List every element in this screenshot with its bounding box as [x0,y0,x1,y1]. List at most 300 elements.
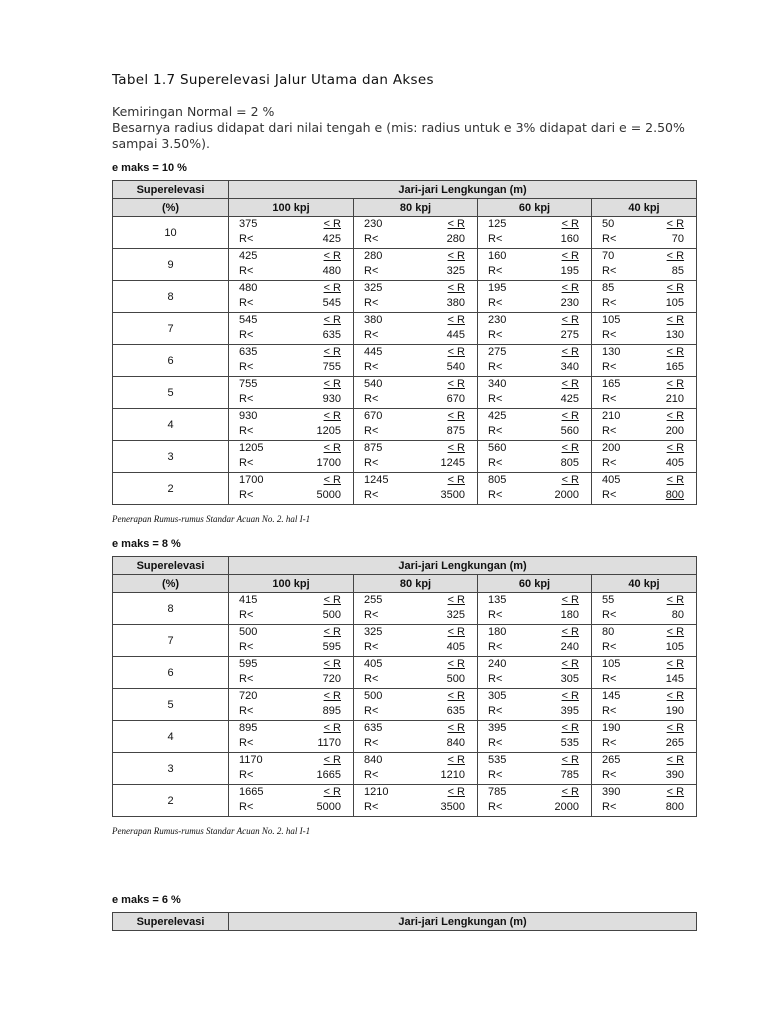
radius-max: 1665 [316,769,341,781]
le-r-label: < R [666,346,685,358]
radius-max: 190 [665,705,685,717]
r-less-label: R< [602,769,617,781]
radius-max: 405 [665,457,685,469]
radius-min: 785 [488,786,507,798]
radius-min: 325 [364,626,383,638]
radius-max: 200 [665,425,685,437]
radius-min: 105 [602,314,621,326]
radius-min: 230 [364,218,383,230]
header-speed: 40 kpj [592,199,697,217]
r-less-label: R< [602,609,617,621]
header-superelevasi: Superelevasi [113,913,229,931]
radius-min: 230 [488,314,507,326]
r-less-label: R< [364,801,379,813]
r-less-label: R< [488,769,503,781]
radius-max: 500 [446,673,465,685]
radius-max: 755 [322,361,341,373]
table-row [113,593,697,625]
r-less-label: R< [364,329,379,341]
radius-range-cell [592,345,697,377]
radius-min: 500 [364,690,383,702]
radius-range-cell [478,345,592,377]
radius-range-cell [354,345,478,377]
radius-range-cell [229,377,354,409]
radius-range-cell [478,689,592,721]
le-r-label: < R [561,442,579,454]
le-r-label: < R [666,282,685,294]
radius-max: 210 [665,393,685,405]
radius-min: 415 [239,594,258,606]
intro-line: Kemiringan Normal = 2 % [112,104,275,119]
radius-range-cell [592,377,697,409]
radius-range-cell [478,441,592,473]
radius-max: 1205 [316,425,341,437]
radius-max: 165 [665,361,685,373]
le-r-label: < R [323,786,341,798]
r-less-label: R< [602,641,617,653]
radius-range-cell [592,785,697,817]
superelevation-value: 6 [113,657,229,689]
radius-max: 805 [560,457,579,469]
superelevation-value: 10 [113,217,229,249]
radius-range-cell [478,785,592,817]
r-less-label: R< [488,361,503,373]
radius-min: 540 [364,378,383,390]
r-less-label: R< [364,673,379,685]
r-less-label: R< [239,769,254,781]
r-less-label: R< [239,265,254,277]
le-r-label: < R [323,594,341,606]
superelevation-value: 8 [113,593,229,625]
radius-max: 160 [560,233,579,245]
le-r-label: < R [561,690,579,702]
radius-max: 930 [322,393,341,405]
r-less-label: R< [602,801,617,813]
r-less-label: R< [488,609,503,621]
le-r-label: < R [323,474,341,486]
radius-max: 800 [665,489,685,501]
radius-range-cell [478,313,592,345]
r-less-label: R< [602,457,617,469]
radius-range-cell [229,249,354,281]
superelevation-value: 6 [113,345,229,377]
radius-min: 190 [602,722,621,734]
radius-range-cell [229,345,354,377]
le-r-label: < R [666,658,685,670]
radius-min: 50 [602,218,615,230]
header-jari-jari: Jari-jari Lengkungan (m) [229,181,697,199]
radius-min: 720 [239,690,258,702]
r-less-label: R< [602,265,617,277]
radius-min: 1665 [239,786,264,798]
radius-min: 165 [602,378,621,390]
radius-min: 325 [364,282,383,294]
le-r-label: < R [447,594,465,606]
header-speed: 40 kpj [592,575,697,593]
r-less-label: R< [364,769,379,781]
le-r-label: < R [561,626,579,638]
r-less-label: R< [488,737,503,749]
radius-min: 70 [602,250,615,262]
radius-min: 445 [364,346,383,358]
r-less-label: R< [364,233,379,245]
radius-max: 80 [671,609,685,621]
radius-min: 545 [239,314,258,326]
radius-max: 265 [665,737,685,749]
radius-min: 595 [239,658,258,670]
le-r-label: < R [323,754,341,766]
radius-max: 1700 [316,457,341,469]
radius-range-cell [229,217,354,249]
radius-max: 540 [446,361,465,373]
r-less-label: R< [364,489,379,501]
table-row [113,281,697,313]
le-r-label: < R [666,754,685,766]
radius-min: 200 [602,442,621,454]
radius-min: 405 [364,658,383,670]
le-r-label: < R [561,658,579,670]
r-less-label: R< [239,329,254,341]
superelevation-value: 7 [113,625,229,657]
r-less-label: R< [239,641,254,653]
radius-max: 105 [665,641,685,653]
radius-max: 635 [322,329,341,341]
radius-range-cell [354,689,478,721]
r-less-label: R< [239,609,254,621]
superelevation-value: 5 [113,377,229,409]
table-row [113,689,697,721]
radius-min: 135 [488,594,507,606]
r-less-label: R< [364,737,379,749]
radius-max: 480 [322,265,341,277]
r-less-label: R< [488,673,503,685]
r-less-label: R< [602,673,617,685]
radius-range-cell [592,473,697,505]
table-row [113,249,697,281]
le-r-label: < R [666,314,685,326]
radius-min: 1700 [239,474,264,486]
source-note: Penerapan Rumus-rumus Standar Acuan No. 2. hal I-1 [112,514,311,524]
table-row [113,721,697,753]
r-less-label: R< [488,705,503,717]
radius-max: 390 [665,769,685,781]
le-r-label: < R [666,594,685,606]
radius-range-cell [478,409,592,441]
radius-max: 325 [446,609,465,621]
radius-range-cell [354,657,478,689]
radius-range-cell [229,657,354,689]
radius-range-cell [592,249,697,281]
radius-range-cell [229,785,354,817]
radius-max: 535 [560,737,579,749]
radius-max: 840 [446,737,465,749]
radius-min: 635 [364,722,383,734]
emax-label: e maks = 10 % [112,162,187,174]
le-r-label: < R [561,474,579,486]
r-less-label: R< [488,329,503,341]
r-less-label: R< [602,737,617,749]
radius-range-cell [354,281,478,313]
header-speed: 80 kpj [354,575,478,593]
radius-range-cell [229,281,354,313]
r-less-label: R< [364,425,379,437]
radius-range-cell [229,689,354,721]
le-r-label: < R [666,250,685,262]
le-r-label: < R [447,786,465,798]
superelevation-value: 3 [113,753,229,785]
radius-max: 195 [560,265,579,277]
radius-max: 145 [665,673,685,685]
r-less-label: R< [364,361,379,373]
radius-range-cell [229,721,354,753]
radius-min: 105 [602,658,621,670]
radius-min: 1245 [364,474,389,486]
radius-max: 305 [560,673,579,685]
le-r-label: < R [323,282,341,294]
header-superelevasi: Superelevasi [113,557,229,575]
radius-max: 425 [322,233,341,245]
le-r-label: < R [447,378,465,390]
radius-max: 130 [665,329,685,341]
radius-min: 500 [239,626,258,638]
radius-max: 1210 [440,769,465,781]
radius-max: 105 [665,297,685,309]
le-r-label: < R [561,754,579,766]
le-r-label: < R [447,314,465,326]
r-less-label: R< [239,425,254,437]
le-r-label: < R [447,218,465,230]
header-speed: 60 kpj [478,575,592,593]
r-less-label: R< [488,801,503,813]
radius-max: 275 [560,329,579,341]
radius-range-cell [592,313,697,345]
radius-min: 560 [488,442,507,454]
r-less-label: R< [239,233,254,245]
radius-max: 635 [446,705,465,717]
r-less-label: R< [239,393,254,405]
radius-min: 425 [239,250,258,262]
radius-max: 425 [560,393,579,405]
le-r-label: < R [561,594,579,606]
table-row [113,441,697,473]
le-r-label: < R [666,786,685,798]
radius-range-cell [354,249,478,281]
le-r-label: < R [561,722,579,734]
radius-min: 145 [602,690,621,702]
source-note: Penerapan Rumus-rumus Standar Acuan No. 2. hal I-1 [112,826,311,836]
table-row [113,313,697,345]
radius-max: 895 [322,705,341,717]
radius-range-cell [229,473,354,505]
table-row [113,785,697,817]
le-r-label: < R [666,474,685,486]
le-r-label: < R [561,218,579,230]
radius-min: 255 [364,594,383,606]
radius-max: 85 [671,265,685,277]
r-less-label: R< [239,489,254,501]
radius-range-cell [478,473,592,505]
radius-range-cell [354,313,478,345]
le-r-label: < R [561,378,579,390]
r-less-label: R< [602,489,617,501]
r-less-label: R< [602,425,617,437]
radius-range-cell [354,377,478,409]
radius-range-cell [478,217,592,249]
r-less-label: R< [364,457,379,469]
radius-range-cell [592,625,697,657]
document-title: Tabel 1.7 Superelevasi Jalur Utama dan Akses [112,72,434,88]
r-less-label: R< [364,265,379,277]
radius-max: 5000 [316,801,341,813]
r-less-label: R< [364,609,379,621]
radius-min: 340 [488,378,507,390]
radius-range-cell [354,785,478,817]
emax-label: e maks = 6 % [112,894,181,906]
radius-min: 635 [239,346,258,358]
radius-min: 480 [239,282,258,294]
radius-range-cell [229,593,354,625]
le-r-label: < R [561,346,579,358]
superelevation-table [112,556,697,817]
radius-min: 130 [602,346,621,358]
radius-max: 180 [560,609,579,621]
r-less-label: R< [239,801,254,813]
r-less-label: R< [488,265,503,277]
r-less-label: R< [364,641,379,653]
le-r-label: < R [666,690,685,702]
radius-min: 405 [602,474,621,486]
table-row [113,657,697,689]
radius-range-cell [229,625,354,657]
le-r-label: < R [666,410,685,422]
radius-max: 280 [446,233,465,245]
radius-max: 340 [560,361,579,373]
le-r-label: < R [447,626,465,638]
r-less-label: R< [488,393,503,405]
le-r-label: < R [447,754,465,766]
radius-max: 395 [560,705,579,717]
le-r-label: < R [447,346,465,358]
radius-min: 160 [488,250,507,262]
radius-min: 535 [488,754,507,766]
radius-range-cell [478,377,592,409]
r-less-label: R< [239,673,254,685]
radius-min: 55 [602,594,615,606]
le-r-label: < R [561,250,579,262]
radius-min: 275 [488,346,507,358]
radius-range-cell [229,409,354,441]
radius-min: 755 [239,378,258,390]
radius-max: 240 [560,641,579,653]
radius-min: 80 [602,626,615,638]
header-speed: 100 kpj [229,199,354,217]
r-less-label: R< [239,361,254,373]
radius-max: 2000 [554,489,579,501]
le-r-label: < R [447,250,465,262]
r-less-label: R< [488,233,503,245]
header-speed: 80 kpj [354,199,478,217]
radius-range-cell [478,753,592,785]
radius-max: 325 [446,265,465,277]
radius-range-cell [354,625,478,657]
radius-range-cell [592,217,697,249]
header-percent: (%) [113,199,229,217]
le-r-label: < R [323,250,341,262]
r-less-label: R< [239,737,254,749]
radius-min: 875 [364,442,383,454]
radius-max: 230 [560,297,579,309]
radius-max: 2000 [554,801,579,813]
table-row [113,473,697,505]
radius-max: 445 [446,329,465,341]
r-less-label: R< [488,297,503,309]
le-r-label: < R [447,722,465,734]
le-r-label: < R [447,658,465,670]
radius-min: 240 [488,658,507,670]
le-r-label: < R [447,690,465,702]
radius-range-cell [354,721,478,753]
radius-max: 875 [446,425,465,437]
le-r-label: < R [447,442,465,454]
table-row [113,409,697,441]
radius-range-cell [592,281,697,313]
le-r-label: < R [323,442,341,454]
radius-range-cell [354,217,478,249]
radius-min: 425 [488,410,507,422]
r-less-label: R< [602,329,617,341]
radius-range-cell [478,593,592,625]
radius-range-cell [478,721,592,753]
r-less-label: R< [488,641,503,653]
radius-range-cell [592,657,697,689]
radius-max: 500 [322,609,341,621]
le-r-label: < R [323,218,341,230]
r-less-label: R< [602,297,617,309]
intro-line: Besarnya radius didapat dari nilai tengah e (mis: radius untuk e 3% didapat dari e = 2.50% sampai 3.50%). [112,120,685,151]
radius-min: 265 [602,754,621,766]
le-r-label: < R [323,410,341,422]
radius-max: 800 [665,801,685,813]
table-row [113,753,697,785]
radius-max: 3500 [440,801,465,813]
superelevation-table [112,912,697,931]
le-r-label: < R [666,218,685,230]
le-r-label: < R [666,626,685,638]
radius-min: 895 [239,722,258,734]
radius-max: 545 [322,297,341,309]
radius-min: 180 [488,626,507,638]
radius-min: 195 [488,282,507,294]
radius-range-cell [354,409,478,441]
le-r-label: < R [323,346,341,358]
radius-min: 380 [364,314,383,326]
radius-max: 3500 [440,489,465,501]
radius-min: 1210 [364,786,389,798]
radius-range-cell [592,593,697,625]
radius-max: 720 [322,673,341,685]
le-r-label: < R [323,658,341,670]
table-row [113,625,697,657]
r-less-label: R< [488,489,503,501]
r-less-label: R< [239,705,254,717]
r-less-label: R< [602,705,617,717]
le-r-label: < R [323,690,341,702]
le-r-label: < R [561,410,579,422]
r-less-label: R< [364,297,379,309]
radius-range-cell [229,753,354,785]
radius-max: 70 [671,233,685,245]
le-r-label: < R [323,314,341,326]
